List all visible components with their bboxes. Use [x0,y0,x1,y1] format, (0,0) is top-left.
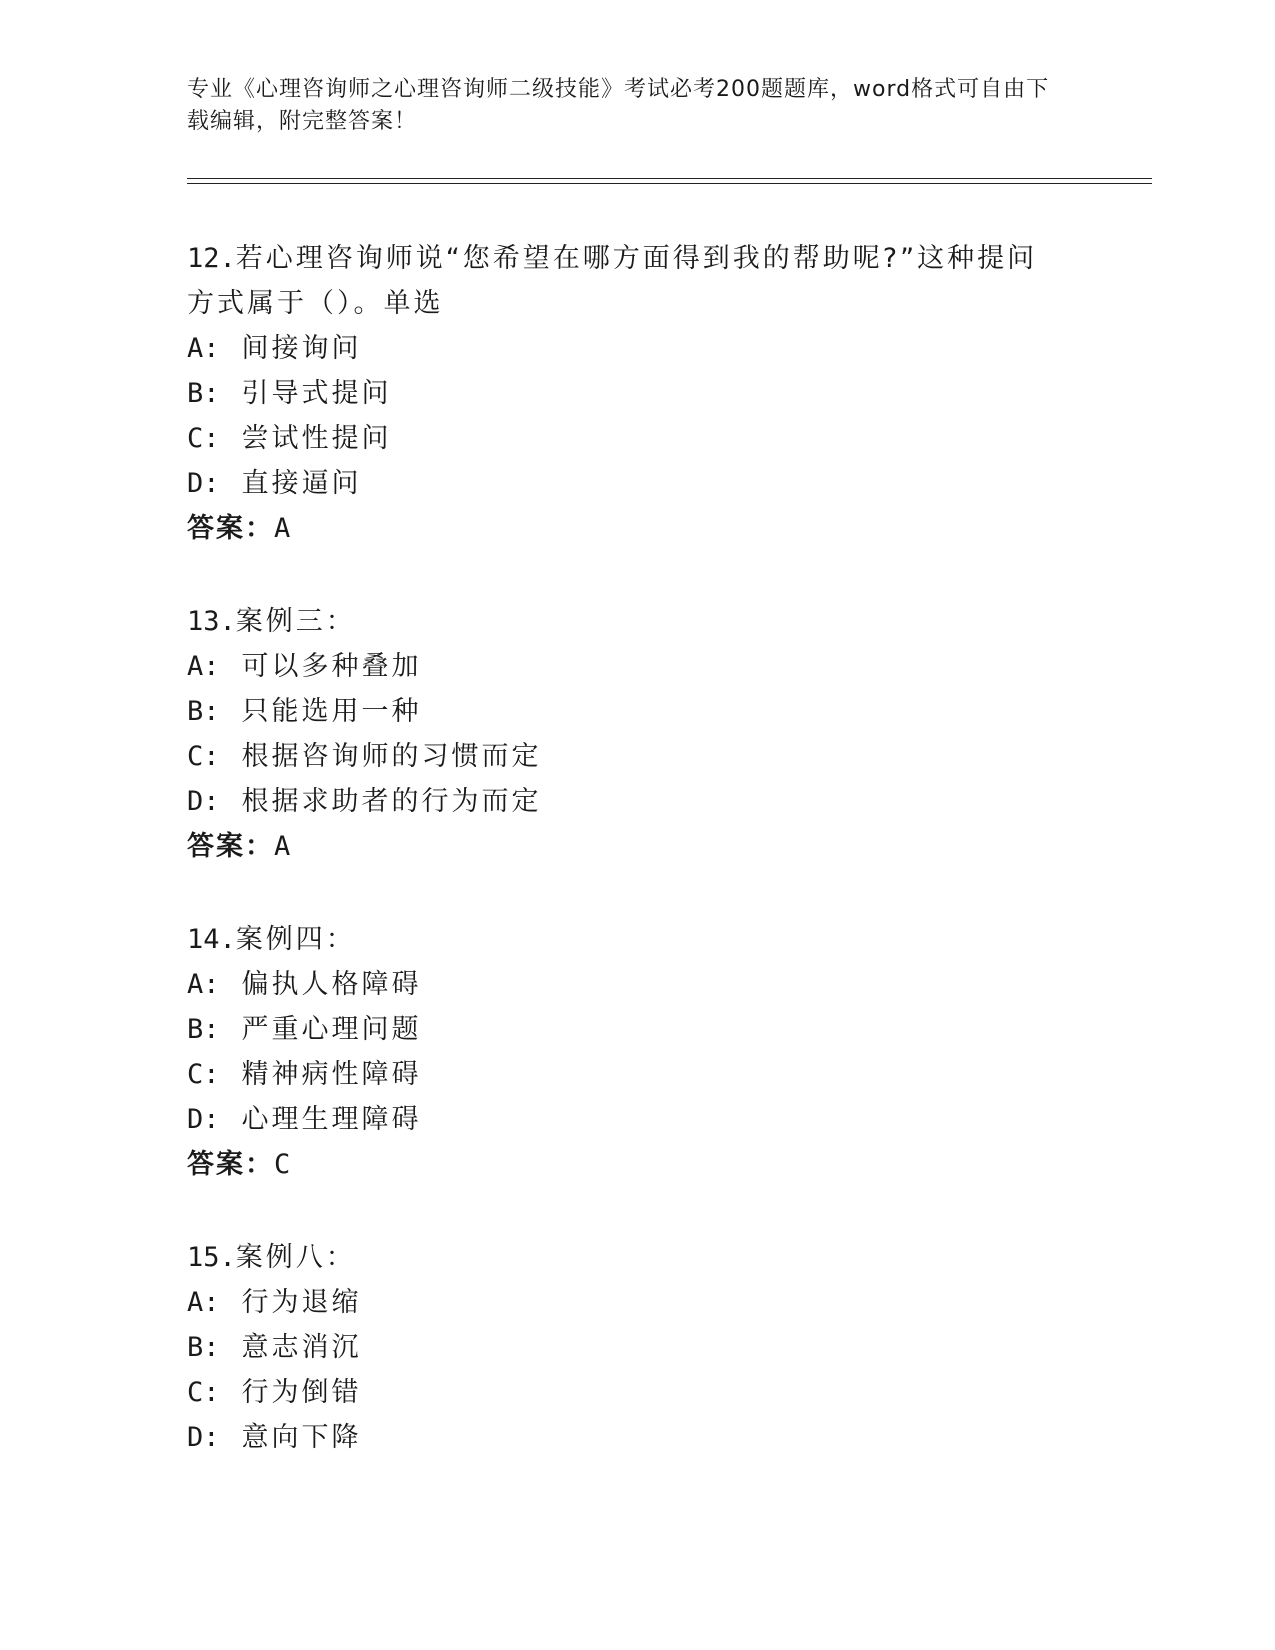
option-text: 直接逼问 [241,468,362,499]
option-text: 偏执人格障碍 [241,969,422,1000]
option-key: A: [187,333,220,364]
question-stem [187,599,1067,644]
header-divider-bottom [187,183,1152,184]
option-c [187,734,1067,779]
option-key: C: [187,1377,220,1408]
option-key: A: [187,651,220,682]
option-key: D: [187,1104,220,1135]
option-d [187,1415,1067,1460]
option-c [187,416,1067,461]
option-key: D: [187,786,220,817]
option-text: 意向下降 [241,1422,362,1453]
option-a [187,1280,1067,1325]
option-key: A: [187,969,220,1000]
option-key: B: [187,1332,220,1363]
answer-value: C [274,1149,291,1180]
option-b [187,371,1067,416]
option-key: C: [187,1059,220,1090]
header-divider-top [187,178,1152,179]
question-stem [187,917,1067,962]
option-key: A: [187,1287,220,1318]
option-text: 行为退缩 [241,1287,362,1318]
question-list [187,236,1067,1507]
option-b [187,1007,1067,1052]
option-text: 间接询问 [241,333,362,364]
option-text: 意志消沉 [241,1332,362,1363]
question-block [187,236,1067,552]
option-d [187,1097,1067,1142]
option-key: D: [187,468,220,499]
answer-label: 答案： [187,1149,274,1180]
question-text: 案例三： [235,606,356,637]
option-text: 可以多种叠加 [241,651,422,682]
option-a [187,326,1067,371]
question-number: 12. [187,243,236,274]
question-text: 案例八： [235,1242,356,1273]
answer-line [187,506,1067,552]
option-key: B: [187,1014,220,1045]
option-text: 引导式提问 [241,378,392,409]
question-stem [187,1235,1067,1280]
option-text: 根据咨询师的习惯而定 [241,741,542,772]
answer-line [187,824,1067,870]
option-b [187,689,1067,734]
option-a [187,962,1067,1007]
option-text: 心理生理障碍 [241,1104,422,1135]
question-block [187,1235,1067,1460]
answer-label: 答案： [187,513,274,544]
option-key: D: [187,1422,220,1453]
answer-label: 答案： [187,831,274,862]
option-key: B: [187,696,220,727]
option-a [187,644,1067,689]
question-number: 13. [187,606,236,637]
option-text: 尝试性提问 [241,423,392,454]
option-text: 根据求助者的行为而定 [241,786,542,817]
answer-value: A [274,513,291,544]
answer-line [187,1142,1067,1188]
question-text: 若心理咨询师说“您希望在哪方面得到我的帮助呢?”这种提问方式属于（）。单选 [187,243,1038,319]
option-b [187,1325,1067,1370]
option-d [187,461,1067,506]
option-key: C: [187,423,220,454]
question-stem [187,236,1067,326]
document-header: 专业《心理咨询师之心理咨询师二级技能》考试必考200题题库，word格式可自由下载编辑，附完整答案！ [187,77,1050,134]
answer-value: A [274,831,291,862]
option-d [187,779,1067,824]
question-block [187,599,1067,870]
question-text: 案例四： [235,924,356,955]
question-number: 15. [187,1242,236,1273]
option-key: C: [187,741,220,772]
option-c [187,1370,1067,1415]
option-text: 严重心理问题 [241,1014,422,1045]
option-c [187,1052,1067,1097]
option-text: 精神病性障碍 [241,1059,422,1090]
question-block [187,917,1067,1188]
option-key: B: [187,378,220,409]
option-text: 只能选用一种 [241,696,422,727]
question-number: 14. [187,924,236,955]
option-text: 行为倒错 [241,1377,362,1408]
